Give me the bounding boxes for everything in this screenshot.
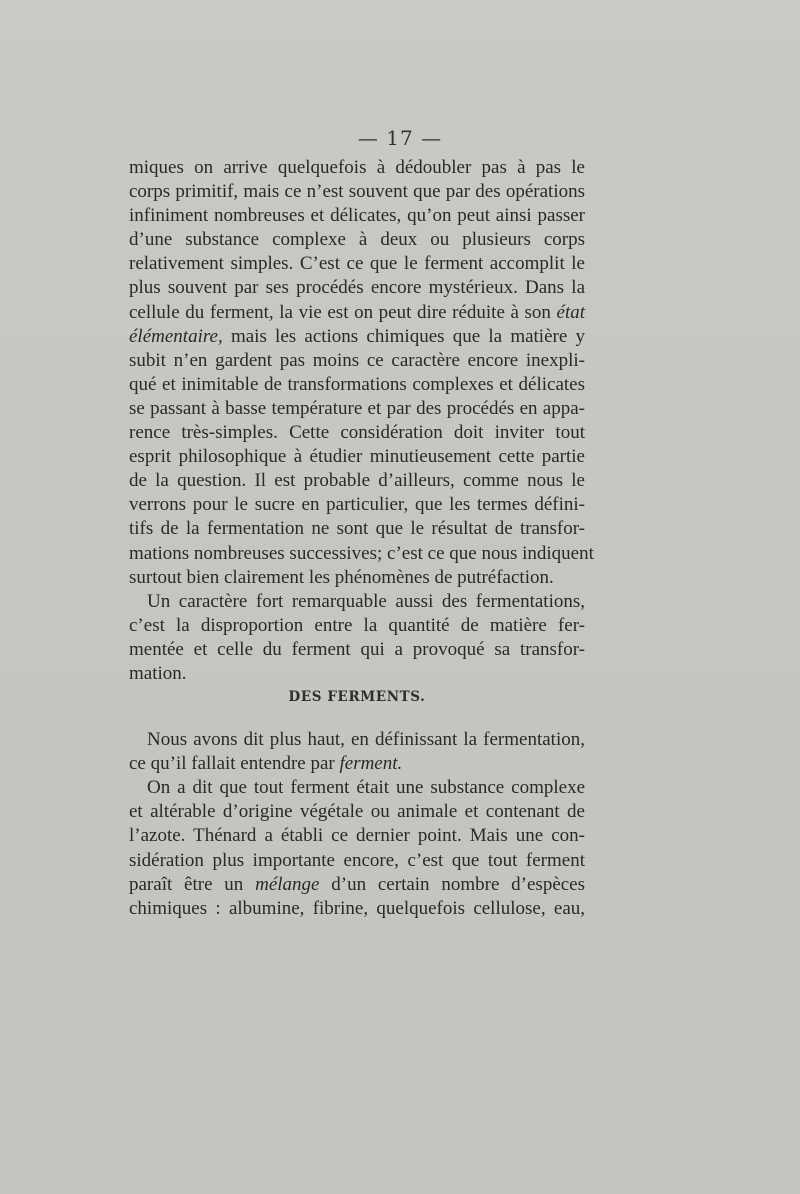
text-line: corps primitif, mais ce n’est souvent que par des opérations [129,181,585,203]
text-line: chimiques : albumine, fibrine, quelquefois cellulose, eau, [129,897,585,919]
text-line: sidération plus importante encore, c’est que tout ferment [129,849,585,871]
italic-term: ferment. [339,753,403,775]
text-line: mentée et celle du ferment qui a provoqué sa transfor- [129,638,585,660]
text-line: plus souvent par ses procédés encore mystérieux. Dans la [129,277,585,299]
text-line: qué et inimitable de transformations complexes et délicates [129,373,585,395]
text-line: d’une substance complexe à deux ou plusieurs corps [129,229,585,251]
text-line: se passant à basse température et par des procédés en appa- [129,397,585,419]
italic-term: état [556,301,586,323]
paragraph-4 [129,776,585,921]
italic-term: élémentaire, [129,325,223,347]
text-segment: paraît être un [129,873,244,895]
text-segment: cellule du ferment, la vie est on peut dire réduite à son [129,301,551,323]
text-line: surtout bien clairement les phénomènes de putréfaction. [129,566,554,588]
text-line: miques on arrive quelquefois à dédoubler pas à pas le [129,157,585,178]
text-line: esprit philosophique à étudier minutieusement cette partie [129,446,585,468]
text-line: relativement simples. C’est ce que le ferment accomplit le [129,253,585,275]
section-heading: DES FERMENTS. [288,689,426,706]
text-line: c’est la disproportion entre la quantité de matière fer- [129,614,585,636]
text-line: Nous avons dit plus haut, en définissant la fermentation, [147,729,585,751]
paragraph-1 [129,156,594,590]
page-number: — 17 — [357,126,443,150]
paragraph-2 [129,590,585,686]
text-line: mation. [129,662,187,684]
text-line [129,301,585,325]
text-line: On a dit que tout ferment était une substance complexe [147,777,585,799]
text-line [129,873,585,897]
text-line: l’azote. Thénard a établi ce dernier point. Mais une con- [129,825,585,847]
text-line [129,325,585,349]
text-segment: ce qu’il fallait entendre par [129,753,335,775]
body-text [129,156,594,921]
text-line: verrons pour le sucre en particulier, que les termes défini- [129,494,585,516]
text-line: rence très-simples. Cette considération doit inviter tout [129,422,585,444]
text-line [129,752,585,776]
text-line: de la question. Il est probable d’ailleurs, comme nous le [129,470,585,492]
text-line: et altérable d’origine végétale ou animale et contenant de [129,801,585,823]
text-line: tifs de la fermentation ne sont que le résultat de transfor- [129,518,585,540]
spacer [129,708,585,728]
text-line: Un caractère fort remarquable aussi des fermentations, [147,590,585,612]
text-line: mations nombreuses successives; c’est ce que nous indiquent [129,542,594,564]
italic-term: mélange [255,873,320,895]
text-line: infiniment nombreuses et délicates, qu’on peut ainsi passer [129,205,585,227]
paragraph-3 [129,728,585,776]
text-segment: mais les actions chimiques que la matière y [230,325,585,347]
text-line: subit n’en gardent pas moins ce caractère encore inexpli- [129,349,585,371]
text-segment: d’un certain nombre d’espèces [331,873,586,895]
